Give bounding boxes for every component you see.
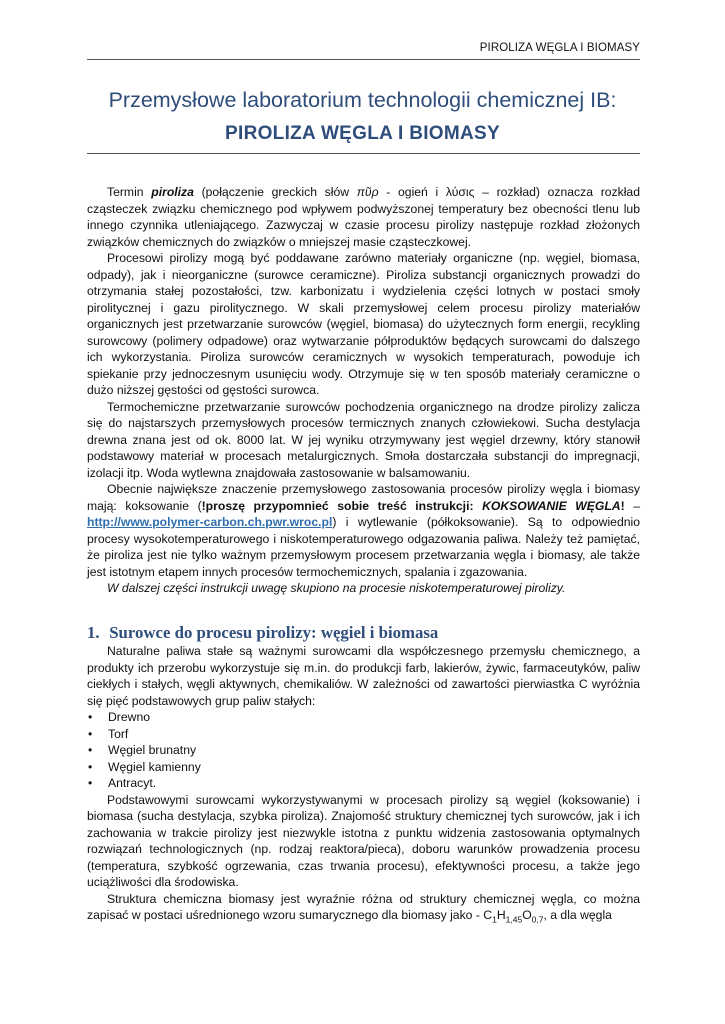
subscript: 1,45 [505,914,523,925]
text-run: ) i wytlewanie (półkoksowanie). Są to odpowiednio procesy wysokotemperaturowego i niskotemperaturowego odgazowania paliwa. Należy też pamiętać, że piroliza jest nie tylko ważnym przemysłowym procesem przetwarzania węgla i biomasy, ale także jest istotnym etapem innych procesów termochemicznych, spalania i zgazowania. [87,515,640,579]
reminder-note [202,499,625,513]
intro-paragraph-1 [87,184,640,250]
intro-paragraph-3: Termochemiczne przetwarzanie surowców pochodzenia organicznego na drodze pirolizy zalicza się do najstarszych przemysłowych procesów termicznych znanych człowiekowi. Sucha destylacja drewna znana jest od ok. 8000 lat. W jej wyniku otrzymywany jest węgiel drzewny, który stanowił podstawowy materiał w procesach metalurgicznych. Smoła dostarczała substancji do impregnacji, izolacji itp. Woda wytlewna znajdowała zastosowanie w balsamowaniu. [87,399,640,480]
text-run: Termin [107,185,152,199]
greek-word: πῦρ [356,185,379,199]
title-rule [87,153,640,154]
section-1-heading [87,623,640,643]
italic-note: W dalszej części instrukcji uwagę skupiono na procesie niskotemperaturowej pirolizy. [107,581,566,595]
subscript: 1 [492,914,497,925]
intro-body [87,184,640,597]
instruction-title: KOKSOWANIE WĘGLA [482,498,621,513]
text-run: H [496,908,506,922]
list-item [87,709,640,726]
intro-paragraph-5 [87,580,640,597]
bullet-icon: • [88,710,93,724]
subscript: 0,7 [531,914,544,925]
list-item [87,775,640,792]
text-run: – [624,498,640,513]
section-number: 1. [87,623,100,642]
list-item-label: Torf [108,726,129,741]
intro-paragraph-2: Procesowi pirolizy mogą być poddawane zarówno materiały organiczne (np. węgiel, biomasa, odpady), jak i nieorganiczne (surowce ceramiczne). Piroliza substancji organicznych prowadzi do otrzymania stałej pozostałości, tzw. karbonizatu i wydzielenia części lotnych w postaci smoły pirolitycznej i gazu pirolitycznego. W skali przemysłowej celem procesu pirolizy materiałów organicznych jest przetwarzanie surowców (węgiel, biomasa) do użytecznych form energii, recykling surowcowy (polimery odpadowe) oraz wytwarzanie półproduktów będących surowcami do dalszego ich wykorzystania. Piroliza surowców ceramicznych w wysokich temperaturach, powoduje ich spiekanie przy jednoczesnym usunięciu wody. Otrzymuje się w ten sposób materiały ceramiczne o dużo niższej gęstości od gęstości surowca. [87,251,640,397]
section-1-body [87,643,640,924]
term-piroliza: piroliza [151,185,194,199]
text-run: !proszę przypomnieć sobie treść instrukcji: [201,498,483,513]
bullet-icon: • [88,743,93,757]
intro-paragraph-4 [87,481,640,580]
document-title-line1: Przemysłowe laboratorium technologii chemicznej IB: [108,88,617,112]
header-rule [87,59,640,60]
section-1-paragraph-3 [87,891,640,924]
list-item [87,742,640,759]
text-run: O [522,908,532,922]
list-item-label: Węgiel kamienny [108,759,201,774]
text-run: (połączenie greckich słów [193,185,357,199]
text-run: Obecnie największe znaczenie przemysłowego zastosowania procesów pirolizy węgla i biomasy mają: koksowanie ( [87,482,640,513]
text-run: - ogień i λύσις – rozkład) oznacza rozkład cząsteczek związku chemicznego pod wpływem podwyższonej temperatury bez obecności tlenu lub innego czynnika utleniającego. Zazwyczaj w czasie procesu pirolizy następuje rozkład złożonych związków chemicznych do związków o mniejszej masie cząsteczkowej. [87,185,640,249]
bullet-icon: • [88,726,93,741]
list-item-label: Antracyt. [108,776,157,790]
document-title-line2: PIROLIZA WĘGLA I BIOMASY [225,123,500,144]
text-run: ! [620,498,625,513]
bullet-icon: • [88,759,93,774]
list-item [87,726,640,743]
polymer-carbon-link[interactable]: http://www.polymer-carbon.ch.pwr.wroc.pl [87,515,333,529]
bullet-icon: • [88,776,93,790]
list-item [87,759,640,776]
text-run: , a dla węgla [543,908,612,922]
section-1-paragraph-1: Naturalne paliwa stałe są ważnymi surowcami dla współczesnego przemysłu chemicznego, a produkty ich przerobu wykorzystuje się m.in. do produkcji farb, lakierów, żywic, farmaceutyków, paliw ciekłych i stałych, węgli aktywnych, chemikaliów. W zależności od zawartości pierwiastka C wyróżnia się pięć podstawowych grup paliw stałych: [87,644,640,708]
list-item-label: Drewno [108,710,150,724]
section-1-paragraph-2: Podstawowymi surowcami wykorzystywanymi w procesach pirolizy są węgiel (koksowanie) i biomasa (sucha destylacja, szybka piroliza). Znajomość struktury chemicznej tych surowców, jak i ich zachowania w trakcie pirolizy jest niezwykle istotna z punktu widzenia zastosowania optymalnych rozwiązań technologicznych (np. rodzaj reaktora/pieca), doboru warunków prowadzenia procesu (temperatura, szybkość ogrzewania, czas trwania procesu), efektywności procesu, a także jego uciążliwości dla środowiska. [87,792,640,889]
text-run: Struktura chemiczna biomasy jest wyraźnie różna od struktury chemicznej węgla, co można zapisać w postaci uśrednionego wzoru sumarycznego dla biomasy jako - C [87,891,640,922]
list-item-label: Węgiel brunatny [108,743,197,757]
section-title: Surowce do procesu pirolizy: węgiel i biomasa [109,623,439,642]
running-header: PIROLIZA WĘGLA I BIOMASY [479,42,640,54]
fuel-groups-list [87,709,640,792]
